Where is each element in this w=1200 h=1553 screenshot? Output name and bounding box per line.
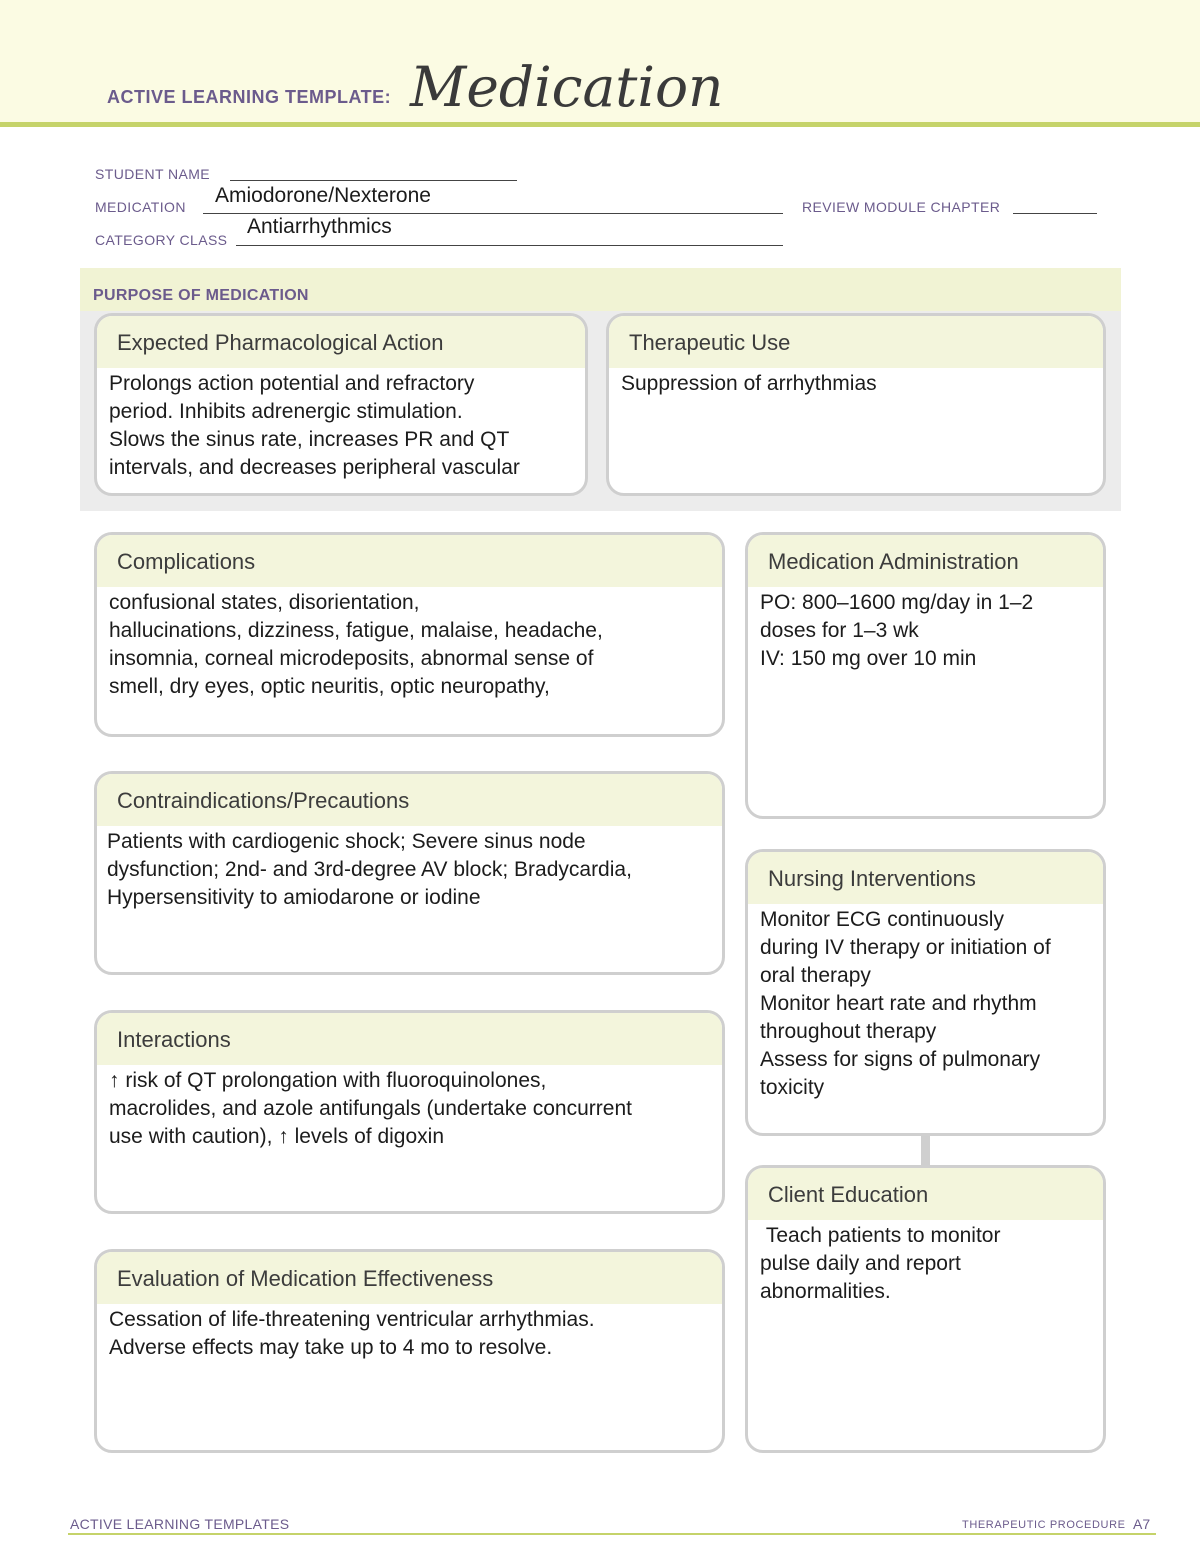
administration-card xyxy=(745,532,1106,819)
category-class-label: CATEGORY CLASS xyxy=(95,232,228,248)
client-education-body[interactable]: Teach patients to monitor pulse daily and report abnormalities. xyxy=(760,1224,1001,1303)
review-module-label: REVIEW MODULE CHAPTER xyxy=(802,199,1001,215)
therapeutic-use-card xyxy=(606,313,1106,496)
footer-rule xyxy=(68,1533,1156,1535)
expected-action-card xyxy=(94,313,588,496)
complications-card xyxy=(94,532,725,737)
medication-value: Amiodorone/Nexterone xyxy=(215,184,431,207)
client-education-card xyxy=(745,1165,1106,1453)
expected-action-body[interactable]: Prolongs action potential and refractory period. Inhibits adrenergic stimulation. Slows the sinus rate, increases PR and QT intervals, and decreases peripheral vascular xyxy=(109,372,520,479)
administration-body[interactable]: PO: 800–1600 mg/day in 1–2 doses for 1–3 wk IV: 150 mg over 10 min xyxy=(760,591,1034,670)
review-module-field[interactable] xyxy=(1013,213,1097,214)
client-education-title: Client Education xyxy=(748,1168,1103,1220)
contraindications-body[interactable]: Patients with cardiogenic shock; Severe sinus node dysfunction; 2nd- and 3rd-degree AV block; Bradycardia, Hypersensitivity to amiodarone or iodine xyxy=(107,830,632,909)
template-label: ACTIVE LEARNING TEMPLATE: xyxy=(107,87,392,107)
header-rule xyxy=(0,122,1200,127)
nursing-title: Nursing Interventions xyxy=(748,852,1103,904)
contraindications-title: Contraindications/Precautions xyxy=(97,774,722,826)
footer-label: ACTIVE LEARNING TEMPLATES xyxy=(70,1516,290,1532)
administration-title: Medication Administration xyxy=(748,535,1103,587)
therapeutic-use-title: Therapeutic Use xyxy=(609,316,1103,368)
footer-section: THERAPEUTIC PROCEDURE xyxy=(962,1519,1126,1531)
interactions-body[interactable]: ↑ risk of QT prolongation with fluoroquinolones, macrolides, and azole antifungals (undertake concurrent use with caution), ↑ levels of digoxin xyxy=(109,1069,632,1148)
category-class-value: Antiarrhythmics xyxy=(247,215,392,238)
therapeutic-use-body[interactable]: Suppression of arrhythmias xyxy=(621,372,877,395)
nursing-card xyxy=(745,849,1106,1136)
evaluation-card xyxy=(94,1249,725,1453)
complications-title: Complications xyxy=(97,535,722,587)
category-class-field[interactable] xyxy=(236,245,783,246)
page-title: Medication xyxy=(410,55,724,119)
interactions-card xyxy=(94,1010,725,1214)
card-connector xyxy=(921,1135,930,1166)
interactions-title: Interactions xyxy=(97,1013,722,1065)
page-number: A7 xyxy=(1133,1516,1151,1532)
evaluation-title: Evaluation of Medication Effectiveness xyxy=(97,1252,722,1304)
student-name-field[interactable] xyxy=(230,180,517,181)
purpose-label: PURPOSE OF MEDICATION xyxy=(93,287,309,304)
expected-action-title: Expected Pharmacological Action xyxy=(97,316,585,368)
medication-label: MEDICATION xyxy=(95,199,186,215)
contraindications-card xyxy=(94,771,725,975)
medication-field[interactable] xyxy=(203,213,783,214)
nursing-body[interactable]: Monitor ECG continuously during IV therapy or initiation of oral therapy Monitor heart rate and rhythm throughout therapy Assess for signs of pulmonary toxicity xyxy=(760,908,1051,1099)
complications-body[interactable]: confusional states, disorientation, hallucinations, dizziness, fatigue, malaise, headache, insomnia, corneal microdeposits, abnormal sense of smell, dry eyes, optic neuritis, optic neuropathy, xyxy=(109,591,603,698)
evaluation-body[interactable]: Cessation of life-threatening ventricular arrhythmias. Adverse effects may take up to 4 mo to resolve. xyxy=(109,1308,595,1359)
student-name-label: STUDENT NAME xyxy=(95,166,210,182)
